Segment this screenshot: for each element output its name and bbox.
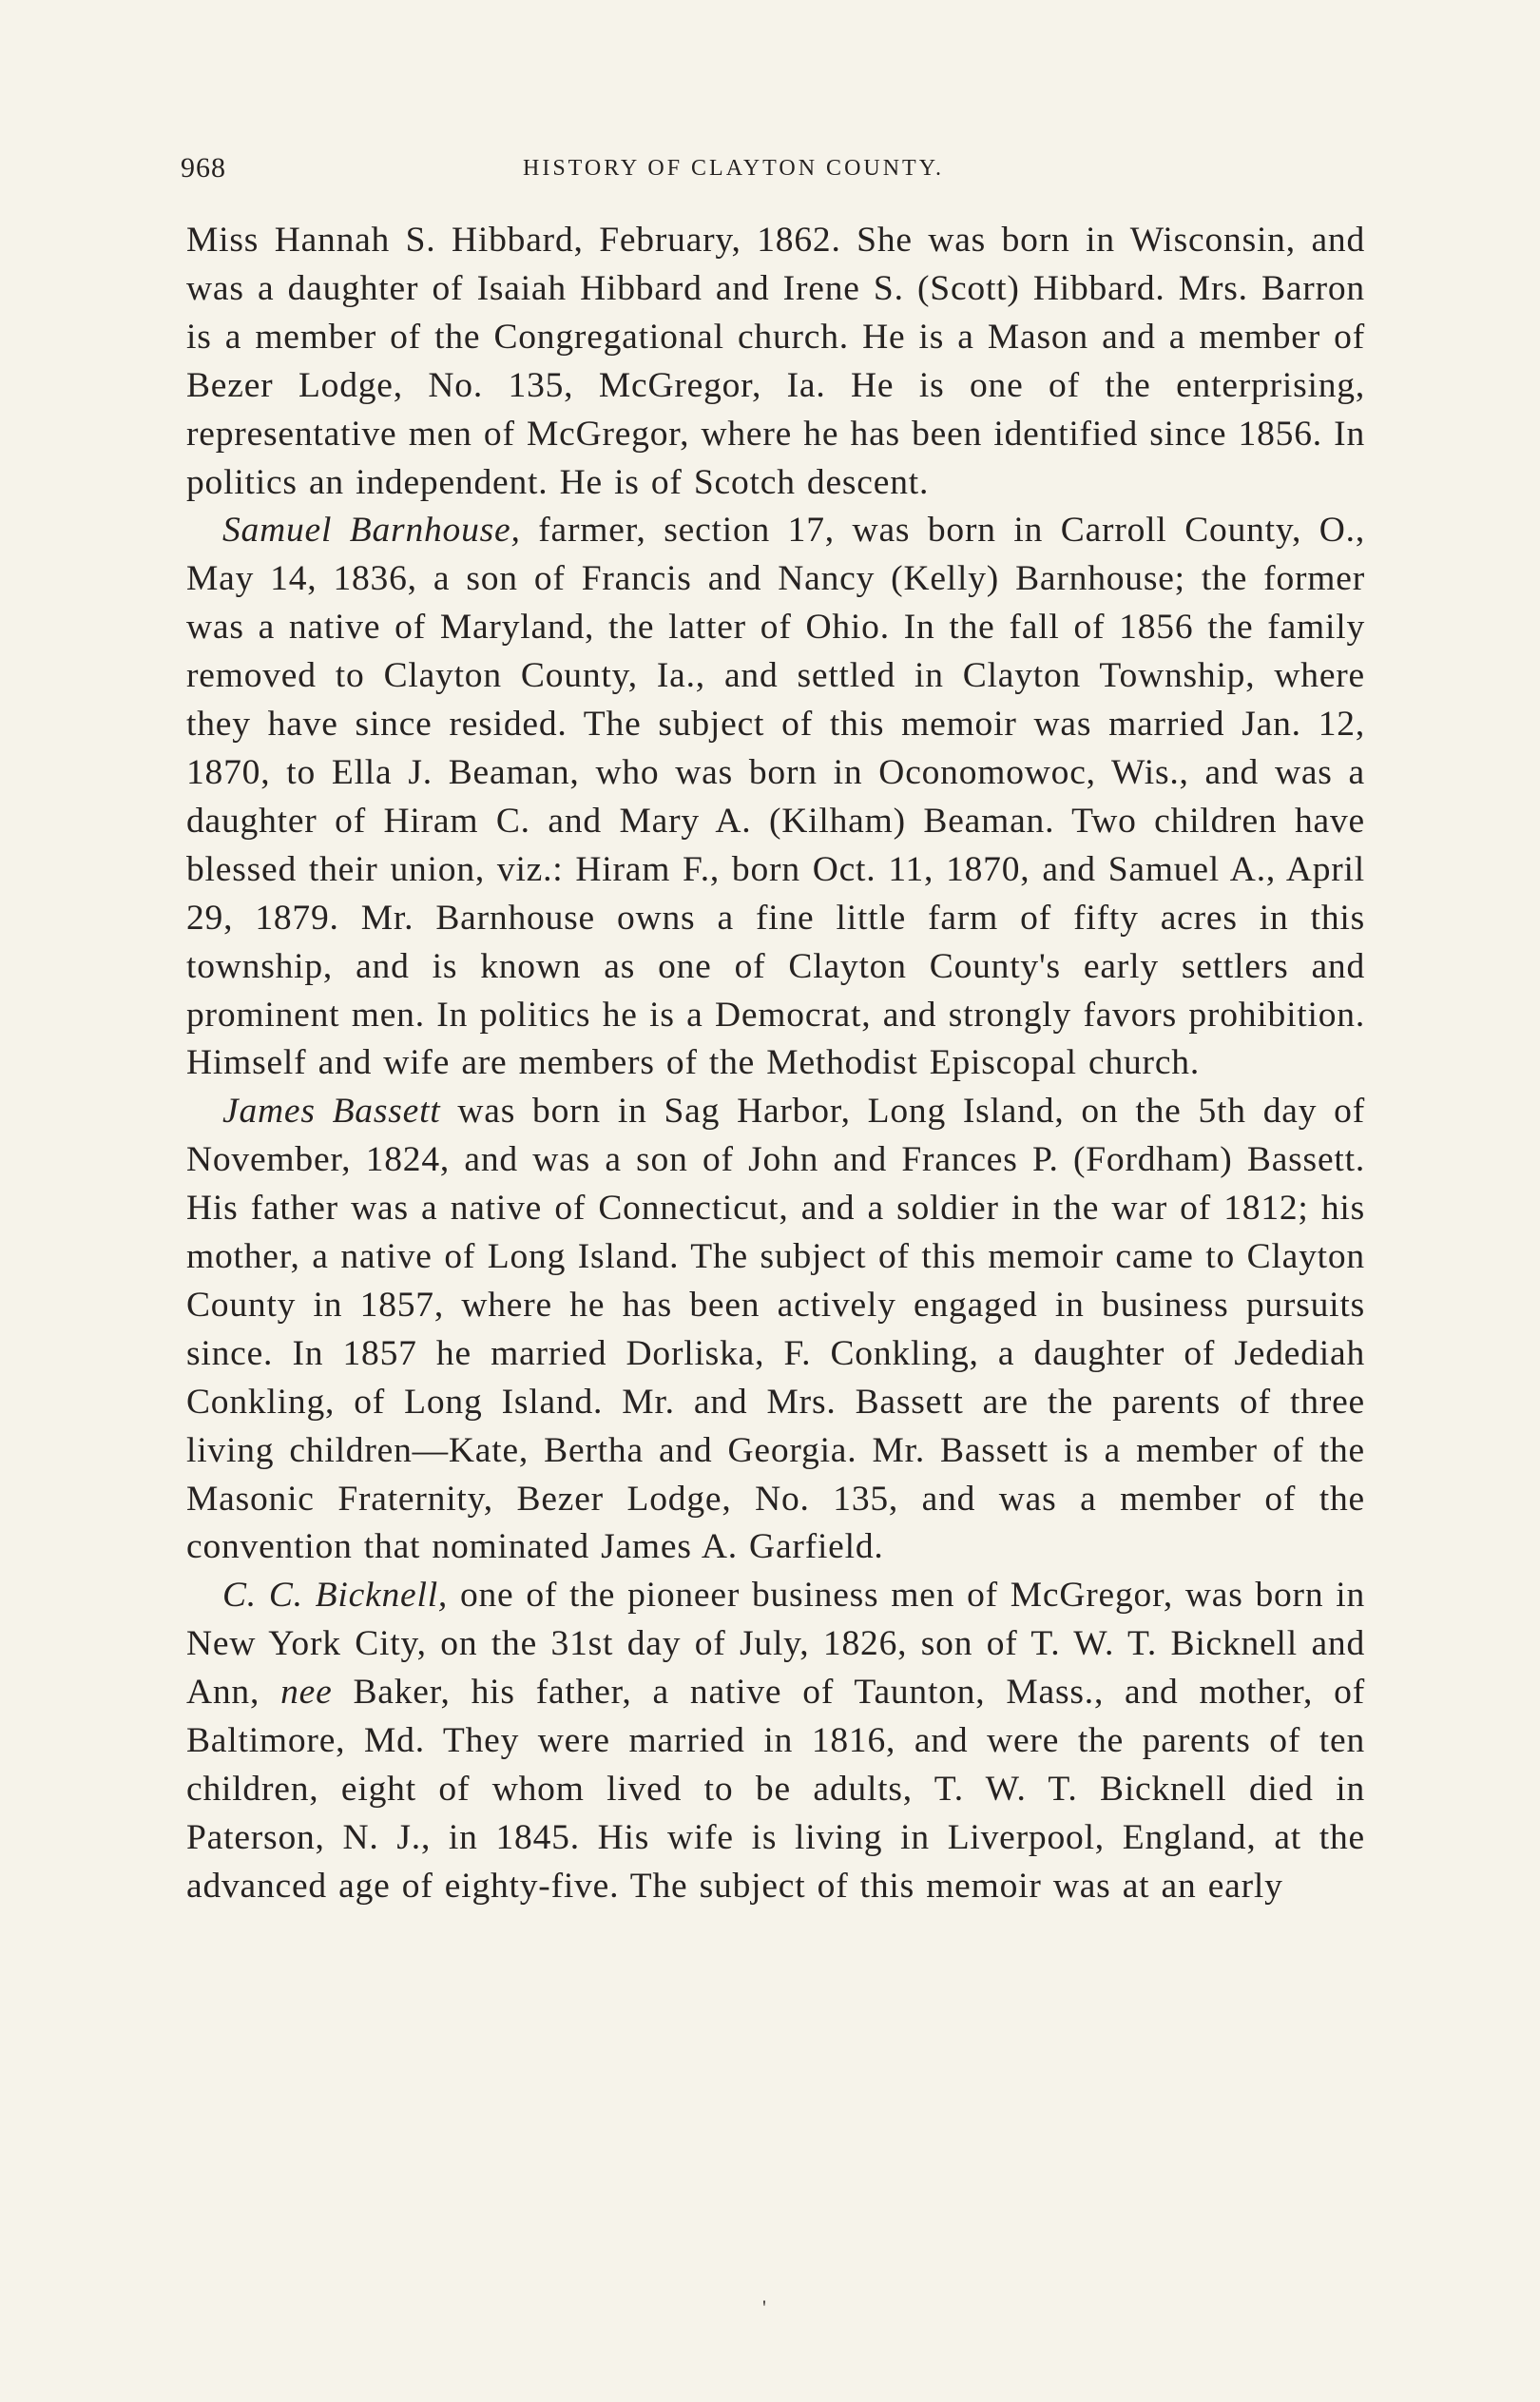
subject-name: James Bassett [222, 1092, 441, 1132]
body-text [186, 217, 1365, 1911]
page-number: 968 [181, 152, 226, 184]
nee-word: nee [280, 1673, 333, 1713]
paragraph-barnhouse [186, 507, 1365, 1088]
paragraph-text: farmer, section 17, was born in Carroll County, O., May 14, 1836, a son of Francis and Nancy (Kelly) Barnhouse; the former was a native of Maryland, the latter of Ohio. In the fall of 1856 the family removed to Clayton County, Ia., and settled in Clayton Township, where they have since resided. The subject of this memoir was married Jan. 12, 1870, to Ella J. Beaman, who was born in Oconomowoc, Wis., and was a daughter of Hiram C. and Mary A. (Kilham) Beaman. Two children have blessed their union, viz.: Hiram F., born Oct. 11, 1870, and Samuel A., April 29, 1879. Mr. Barnhouse owns a fine little farm of fifty acres in this township, and is known as one of Clayton County's early settlers and prominent men. In politics he is a Democrat, and strongly favors prohibition. Himself and wife are members of the Methodist Episcopal church. [186, 511, 1366, 1083]
printer-mark: ' [762, 2295, 766, 2319]
paragraph-text: one of the pioneer business men of McGregor, was born in New York City, on the 31st day of July, 1826, son of T. W. T. Bicknell and Ann, [186, 1576, 1366, 1713]
paragraph-text: Miss Hannah S. Hibbard, February, 1862. She was born in Wisconsin, and was a daughter of Isaiah Hibbard and Irene S. (Scott) Hibbard. Mrs. Barron is a member of the Congregational church. He is a Mason and a member of Bezer Lodge, No. 135, McGregor, Ia. He is one of the enterprising, representative men of McGregor, where he has been identified since 1856. In politics an independent. He is of Scotch descent. [186, 221, 1365, 502]
page-header [181, 152, 1369, 200]
subject-name: C. C. Bicknell, [222, 1576, 449, 1616]
paragraph-bassett [186, 1088, 1365, 1572]
paragraph-bicknell [186, 1572, 1365, 1910]
paragraph-text: was born in Sag Harbor, Long Island, on the 5th day of November, 1824, and was a son of John and Frances P. (Fordham) Bassett. His father was a native of Connecticut, and a soldier in the war of 1812; his mother, a native of Long Island. The subject of this memoir came to Clayton County in 1857, where he has been actively engaged in business pursuits since. In 1857 he married Dorliska, F. Conkling, a daughter of Jedediah Conkling, of Long Island. Mr. and Mrs. Bassett are the parents of three living children—Kate, Bertha and Georgia. Mr. Bassett is a member of the Masonic Fraternity, Bezer Lodge, No. 135, and was a member of the convention that nominated James A. Garfield. [186, 1092, 1365, 1567]
paragraph-barron-continued [186, 217, 1365, 507]
running-title: HISTORY OF CLAYTON COUNTY. [523, 156, 944, 181]
subject-name: Samuel Barnhouse, [222, 511, 521, 551]
paragraph-text: Baker, his father, a native of Taunton, Mass., and mother, of Baltimore, Md. They were married in 1816, and were the parents of ten children, eight of whom lived to be adults, T. W. T. Bicknell died in Paterson, N. J., in 1845. His wife is living in Liverpool, England, at the advanced age of eighty-five. The subject of this memoir was at an early [186, 1673, 1365, 1906]
